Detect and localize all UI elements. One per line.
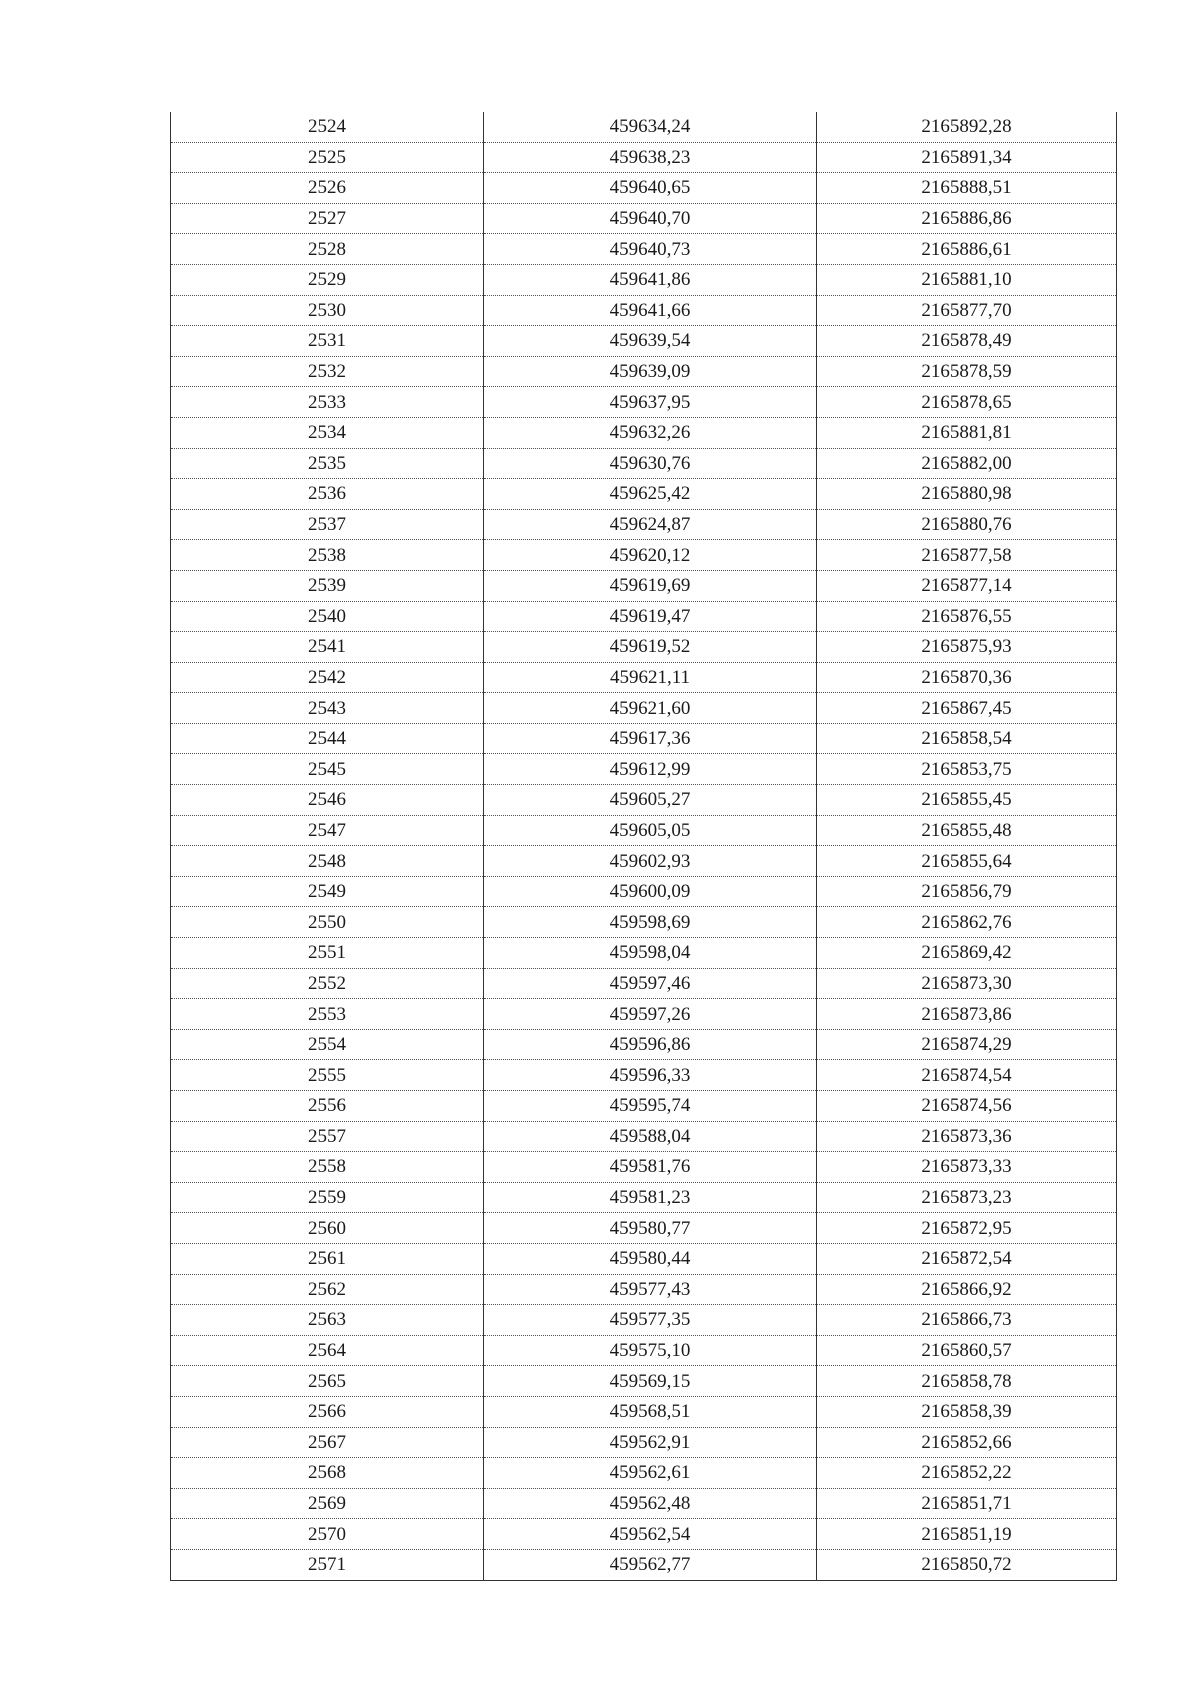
point-number-cell: 2534 [171,417,484,448]
point-number-cell: 2530 [171,295,484,326]
y-coordinate-cell: 2165875,93 [817,632,1117,663]
x-coordinate-cell: 459588,04 [484,1121,817,1152]
y-coordinate-cell: 2165873,30 [817,968,1117,999]
point-number-cell: 2561 [171,1243,484,1274]
y-coordinate-cell: 2165852,66 [817,1427,1117,1458]
x-coordinate-cell: 459639,09 [484,356,817,387]
y-coordinate-cell: 2165870,36 [817,662,1117,693]
x-coordinate-cell: 459596,33 [484,1060,817,1091]
x-coordinate-cell: 459600,09 [484,876,817,907]
y-coordinate-cell: 2165880,76 [817,509,1117,540]
x-coordinate-cell: 459612,99 [484,754,817,785]
table-row [171,326,1117,357]
point-number-cell: 2535 [171,448,484,479]
point-number-cell: 2544 [171,723,484,754]
x-coordinate-cell: 459605,05 [484,815,817,846]
table-row [171,1335,1117,1366]
point-number-cell: 2565 [171,1366,484,1397]
y-coordinate-cell: 2165855,45 [817,785,1117,816]
point-number-cell: 2570 [171,1519,484,1550]
table-row [171,509,1117,540]
point-number-cell: 2525 [171,142,484,173]
x-coordinate-cell: 459620,12 [484,540,817,571]
y-coordinate-cell: 2165886,61 [817,234,1117,265]
point-number-cell: 2524 [171,112,484,142]
point-number-cell: 2555 [171,1060,484,1091]
x-coordinate-cell: 459638,23 [484,142,817,173]
table-row [171,1396,1117,1427]
point-number-cell: 2549 [171,876,484,907]
y-coordinate-cell: 2165869,42 [817,938,1117,969]
table-row [171,264,1117,295]
table-row [171,723,1117,754]
y-coordinate-cell: 2165878,59 [817,356,1117,387]
y-coordinate-cell: 2165866,73 [817,1305,1117,1336]
x-coordinate-cell: 459562,54 [484,1519,817,1550]
y-coordinate-cell: 2165858,54 [817,723,1117,754]
y-coordinate-cell: 2165850,72 [817,1549,1117,1580]
point-number-cell: 2559 [171,1182,484,1213]
x-coordinate-cell: 459621,60 [484,693,817,724]
x-coordinate-cell: 459562,61 [484,1458,817,1489]
point-number-cell: 2537 [171,509,484,540]
point-number-cell: 2526 [171,173,484,204]
x-coordinate-cell: 459575,10 [484,1335,817,1366]
table-row [171,540,1117,571]
table-row [171,1060,1117,1091]
x-coordinate-cell: 459640,70 [484,203,817,234]
table-row [171,693,1117,724]
point-number-cell: 2568 [171,1458,484,1489]
y-coordinate-cell: 2165888,51 [817,173,1117,204]
x-coordinate-cell: 459619,47 [484,601,817,632]
table-row [171,1182,1117,1213]
y-coordinate-cell: 2165873,33 [817,1152,1117,1183]
point-number-cell: 2557 [171,1121,484,1152]
x-coordinate-cell: 459597,26 [484,999,817,1030]
x-coordinate-cell: 459641,66 [484,295,817,326]
y-coordinate-cell: 2165855,64 [817,846,1117,877]
table-row [171,785,1117,816]
point-number-cell: 2541 [171,632,484,663]
point-number-cell: 2567 [171,1427,484,1458]
y-coordinate-cell: 2165856,79 [817,876,1117,907]
x-coordinate-cell: 459637,95 [484,387,817,418]
point-number-cell: 2571 [171,1549,484,1580]
y-coordinate-cell: 2165874,56 [817,1091,1117,1122]
y-coordinate-cell: 2165880,98 [817,479,1117,510]
table-row [171,1243,1117,1274]
x-coordinate-cell: 459640,65 [484,173,817,204]
x-coordinate-cell: 459598,69 [484,907,817,938]
point-number-cell: 2532 [171,356,484,387]
x-coordinate-cell: 459625,42 [484,479,817,510]
coordinates-table [170,112,1117,1581]
table-row [171,356,1117,387]
y-coordinate-cell: 2165886,86 [817,203,1117,234]
x-coordinate-cell: 459630,76 [484,448,817,479]
table-row [171,570,1117,601]
y-coordinate-cell: 2165860,57 [817,1335,1117,1366]
x-coordinate-cell: 459596,86 [484,1029,817,1060]
x-coordinate-cell: 459580,44 [484,1243,817,1274]
y-coordinate-cell: 2165873,86 [817,999,1117,1030]
point-number-cell: 2558 [171,1152,484,1183]
table-row [171,142,1117,173]
y-coordinate-cell: 2165851,71 [817,1488,1117,1519]
x-coordinate-cell: 459605,27 [484,785,817,816]
point-number-cell: 2543 [171,693,484,724]
x-coordinate-cell: 459581,76 [484,1152,817,1183]
x-coordinate-cell: 459577,43 [484,1274,817,1305]
table-row [171,632,1117,663]
point-number-cell: 2529 [171,264,484,295]
point-number-cell: 2548 [171,846,484,877]
x-coordinate-cell: 459619,52 [484,632,817,663]
table-row [171,846,1117,877]
y-coordinate-cell: 2165881,10 [817,264,1117,295]
point-number-cell: 2538 [171,540,484,571]
point-number-cell: 2553 [171,999,484,1030]
x-coordinate-cell: 459640,73 [484,234,817,265]
x-coordinate-cell: 459602,93 [484,846,817,877]
point-number-cell: 2566 [171,1396,484,1427]
y-coordinate-cell: 2165853,75 [817,754,1117,785]
table-row [171,173,1117,204]
y-coordinate-cell: 2165873,36 [817,1121,1117,1152]
point-number-cell: 2527 [171,203,484,234]
point-number-cell: 2528 [171,234,484,265]
point-number-cell: 2542 [171,662,484,693]
x-coordinate-cell: 459562,77 [484,1549,817,1580]
x-coordinate-cell: 459597,46 [484,968,817,999]
x-coordinate-cell: 459634,24 [484,112,817,142]
point-number-cell: 2562 [171,1274,484,1305]
y-coordinate-cell: 2165852,22 [817,1458,1117,1489]
point-number-cell: 2533 [171,387,484,418]
y-coordinate-cell: 2165878,65 [817,387,1117,418]
table-row [171,1366,1117,1397]
x-coordinate-cell: 459568,51 [484,1396,817,1427]
y-coordinate-cell: 2165866,92 [817,1274,1117,1305]
point-number-cell: 2550 [171,907,484,938]
table-row [171,1549,1117,1580]
y-coordinate-cell: 2165891,34 [817,142,1117,173]
y-coordinate-cell: 2165858,78 [817,1366,1117,1397]
y-coordinate-cell: 2165877,70 [817,295,1117,326]
y-coordinate-cell: 2165892,28 [817,112,1117,142]
x-coordinate-cell: 459621,11 [484,662,817,693]
y-coordinate-cell: 2165867,45 [817,693,1117,724]
x-coordinate-cell: 459569,15 [484,1366,817,1397]
table-row [171,754,1117,785]
x-coordinate-cell: 459580,77 [484,1213,817,1244]
x-coordinate-cell: 459624,87 [484,509,817,540]
x-coordinate-cell: 459577,35 [484,1305,817,1336]
table-row [171,815,1117,846]
table-row [171,417,1117,448]
table-row [171,1305,1117,1336]
point-number-cell: 2536 [171,479,484,510]
x-coordinate-cell: 459562,91 [484,1427,817,1458]
table-row [171,1213,1117,1244]
y-coordinate-cell: 2165858,39 [817,1396,1117,1427]
table-row [171,968,1117,999]
table-row [171,1519,1117,1550]
point-number-cell: 2556 [171,1091,484,1122]
point-number-cell: 2539 [171,570,484,601]
table-row [171,1427,1117,1458]
point-number-cell: 2547 [171,815,484,846]
table-row [171,203,1117,234]
table-row [171,295,1117,326]
table-row [171,234,1117,265]
y-coordinate-cell: 2165873,23 [817,1182,1117,1213]
y-coordinate-cell: 2165882,00 [817,448,1117,479]
point-number-cell: 2569 [171,1488,484,1519]
point-number-cell: 2545 [171,754,484,785]
x-coordinate-cell: 459562,48 [484,1488,817,1519]
y-coordinate-cell: 2165855,48 [817,815,1117,846]
table-row [171,112,1117,142]
y-coordinate-cell: 2165881,81 [817,417,1117,448]
table-row [171,1029,1117,1060]
point-number-cell: 2552 [171,968,484,999]
coordinates-table-body [171,112,1117,1580]
x-coordinate-cell: 459598,04 [484,938,817,969]
x-coordinate-cell: 459632,26 [484,417,817,448]
y-coordinate-cell: 2165877,58 [817,540,1117,571]
table-row [171,876,1117,907]
y-coordinate-cell: 2165878,49 [817,326,1117,357]
table-row [171,907,1117,938]
point-number-cell: 2531 [171,326,484,357]
x-coordinate-cell: 459619,69 [484,570,817,601]
point-number-cell: 2551 [171,938,484,969]
x-coordinate-cell: 459581,23 [484,1182,817,1213]
x-coordinate-cell: 459639,54 [484,326,817,357]
y-coordinate-cell: 2165877,14 [817,570,1117,601]
x-coordinate-cell: 459617,36 [484,723,817,754]
x-coordinate-cell: 459595,74 [484,1091,817,1122]
point-number-cell: 2554 [171,1029,484,1060]
table-row [171,1091,1117,1122]
point-number-cell: 2546 [171,785,484,816]
table-row [171,1152,1117,1183]
table-row [171,662,1117,693]
point-number-cell: 2563 [171,1305,484,1336]
table-row [171,1274,1117,1305]
point-number-cell: 2560 [171,1213,484,1244]
table-row [171,1121,1117,1152]
y-coordinate-cell: 2165876,55 [817,601,1117,632]
y-coordinate-cell: 2165851,19 [817,1519,1117,1550]
y-coordinate-cell: 2165874,29 [817,1029,1117,1060]
table-row [171,387,1117,418]
table-row [171,999,1117,1030]
y-coordinate-cell: 2165862,76 [817,907,1117,938]
point-number-cell: 2564 [171,1335,484,1366]
table-row [171,938,1117,969]
y-coordinate-cell: 2165872,95 [817,1213,1117,1244]
y-coordinate-cell: 2165872,54 [817,1243,1117,1274]
table-row [171,1458,1117,1489]
table-row [171,601,1117,632]
point-number-cell: 2540 [171,601,484,632]
x-coordinate-cell: 459641,86 [484,264,817,295]
table-row [171,1488,1117,1519]
table-row [171,479,1117,510]
y-coordinate-cell: 2165874,54 [817,1060,1117,1091]
table-row [171,448,1117,479]
